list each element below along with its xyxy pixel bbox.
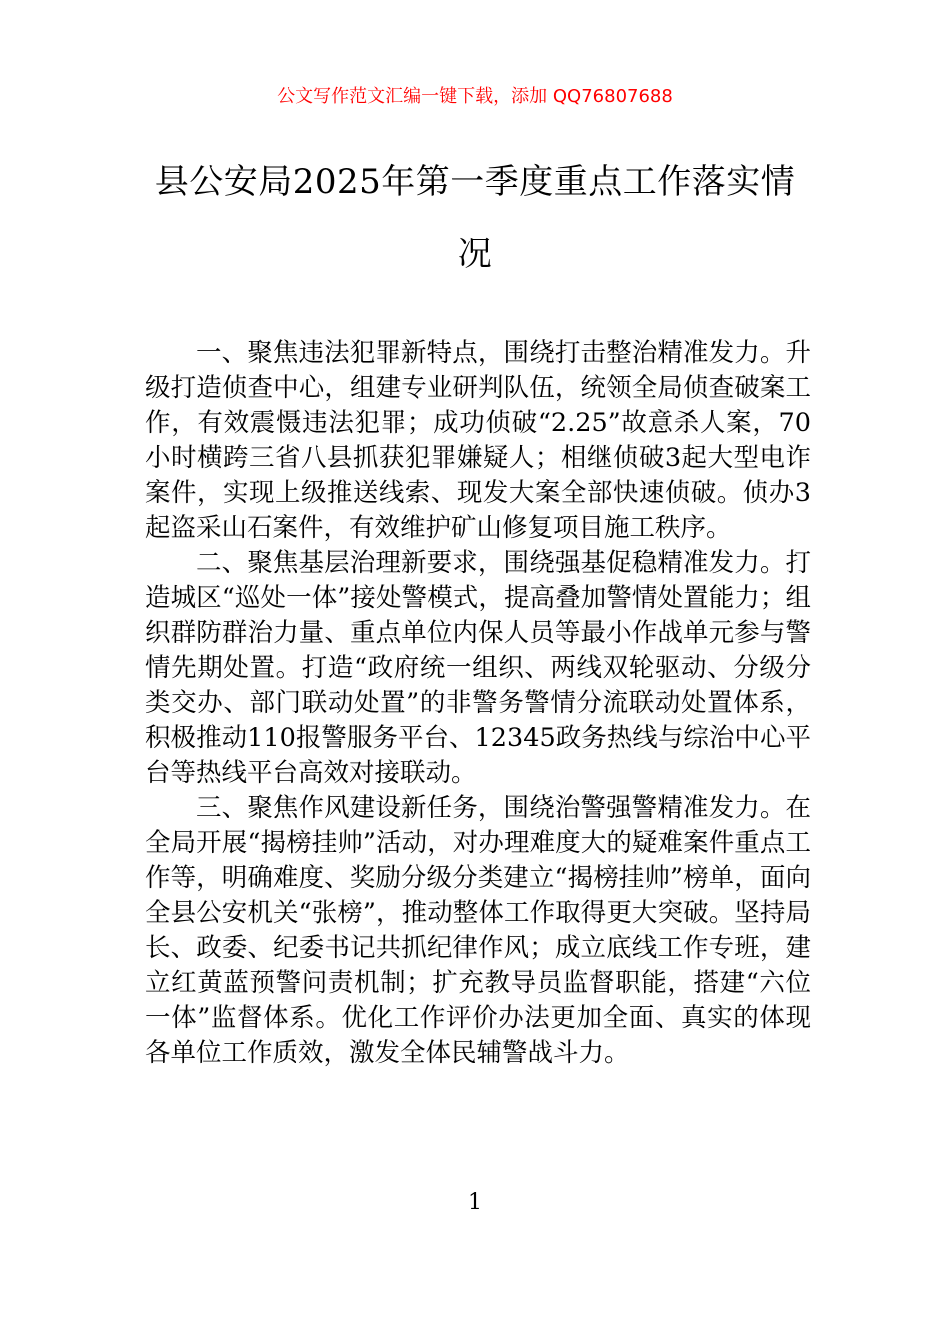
paragraph-3: 三、聚焦作风建设新任务，围绕治警强警精准发力。在全局开展“揭榜挂帅”活动，对办理难度大的疑难案件重点工作等，明确难度、奖励分级分类建立“揭榜挂帅”榜单，面向全县公安机关“张榜”，推动整体工作取得更大突破。坚持局长、政委、纪委书记共抓纪律作风；成立底线工作专班，建立红黄蓝预警问责机制；扩充教导员监督职能，搭建“六位一体”监督体系。优化工作评价办法更加全面、真实的体现各单位工作质效，激发全体民辅警战斗力。 (145, 793, 811, 1068)
document-title: 县公安局2025年第一季度重点工作落实情况 (154, 162, 796, 274)
document-body (145, 336, 811, 1071)
page-number: 1 (468, 1190, 482, 1215)
download-promo-note: 公文写作范文汇编一键下载，添加 QQ76807688 (277, 86, 673, 107)
paragraph-1: 一、聚焦违法犯罪新特点，围绕打击整治精准发力。升级打造侦查中心，组建专业研判队伍，统领全局侦查破案工作，有效震慑违法犯罪；成功侦破“2.25”故意杀人案，70小时横跨三省八县抓获犯罪嫌疑人；相继侦破3起大型电诈案件，实现上级推送线索、现发大案全部快速侦破。侦办3起盗采山石案件，有效维护矿山修复项目施工秩序。 (145, 338, 811, 543)
paragraph-2: 二、聚焦基层治理新要求，围绕强基促稳精准发力。打造城区“巡处一体”接处警模式，提高叠加警情处置能力；组织群防群治力量、重点单位内保人员等最小作战单元参与警情先期处置。打造“政府统一组织、两线双轮驱动、分级分类交办、部门联动处置”的非警务警情分流联动处置体系，积极推动110报警服务平台、12345政务热线与综治中心平台等热线平台高效对接联动。 (145, 548, 811, 788)
